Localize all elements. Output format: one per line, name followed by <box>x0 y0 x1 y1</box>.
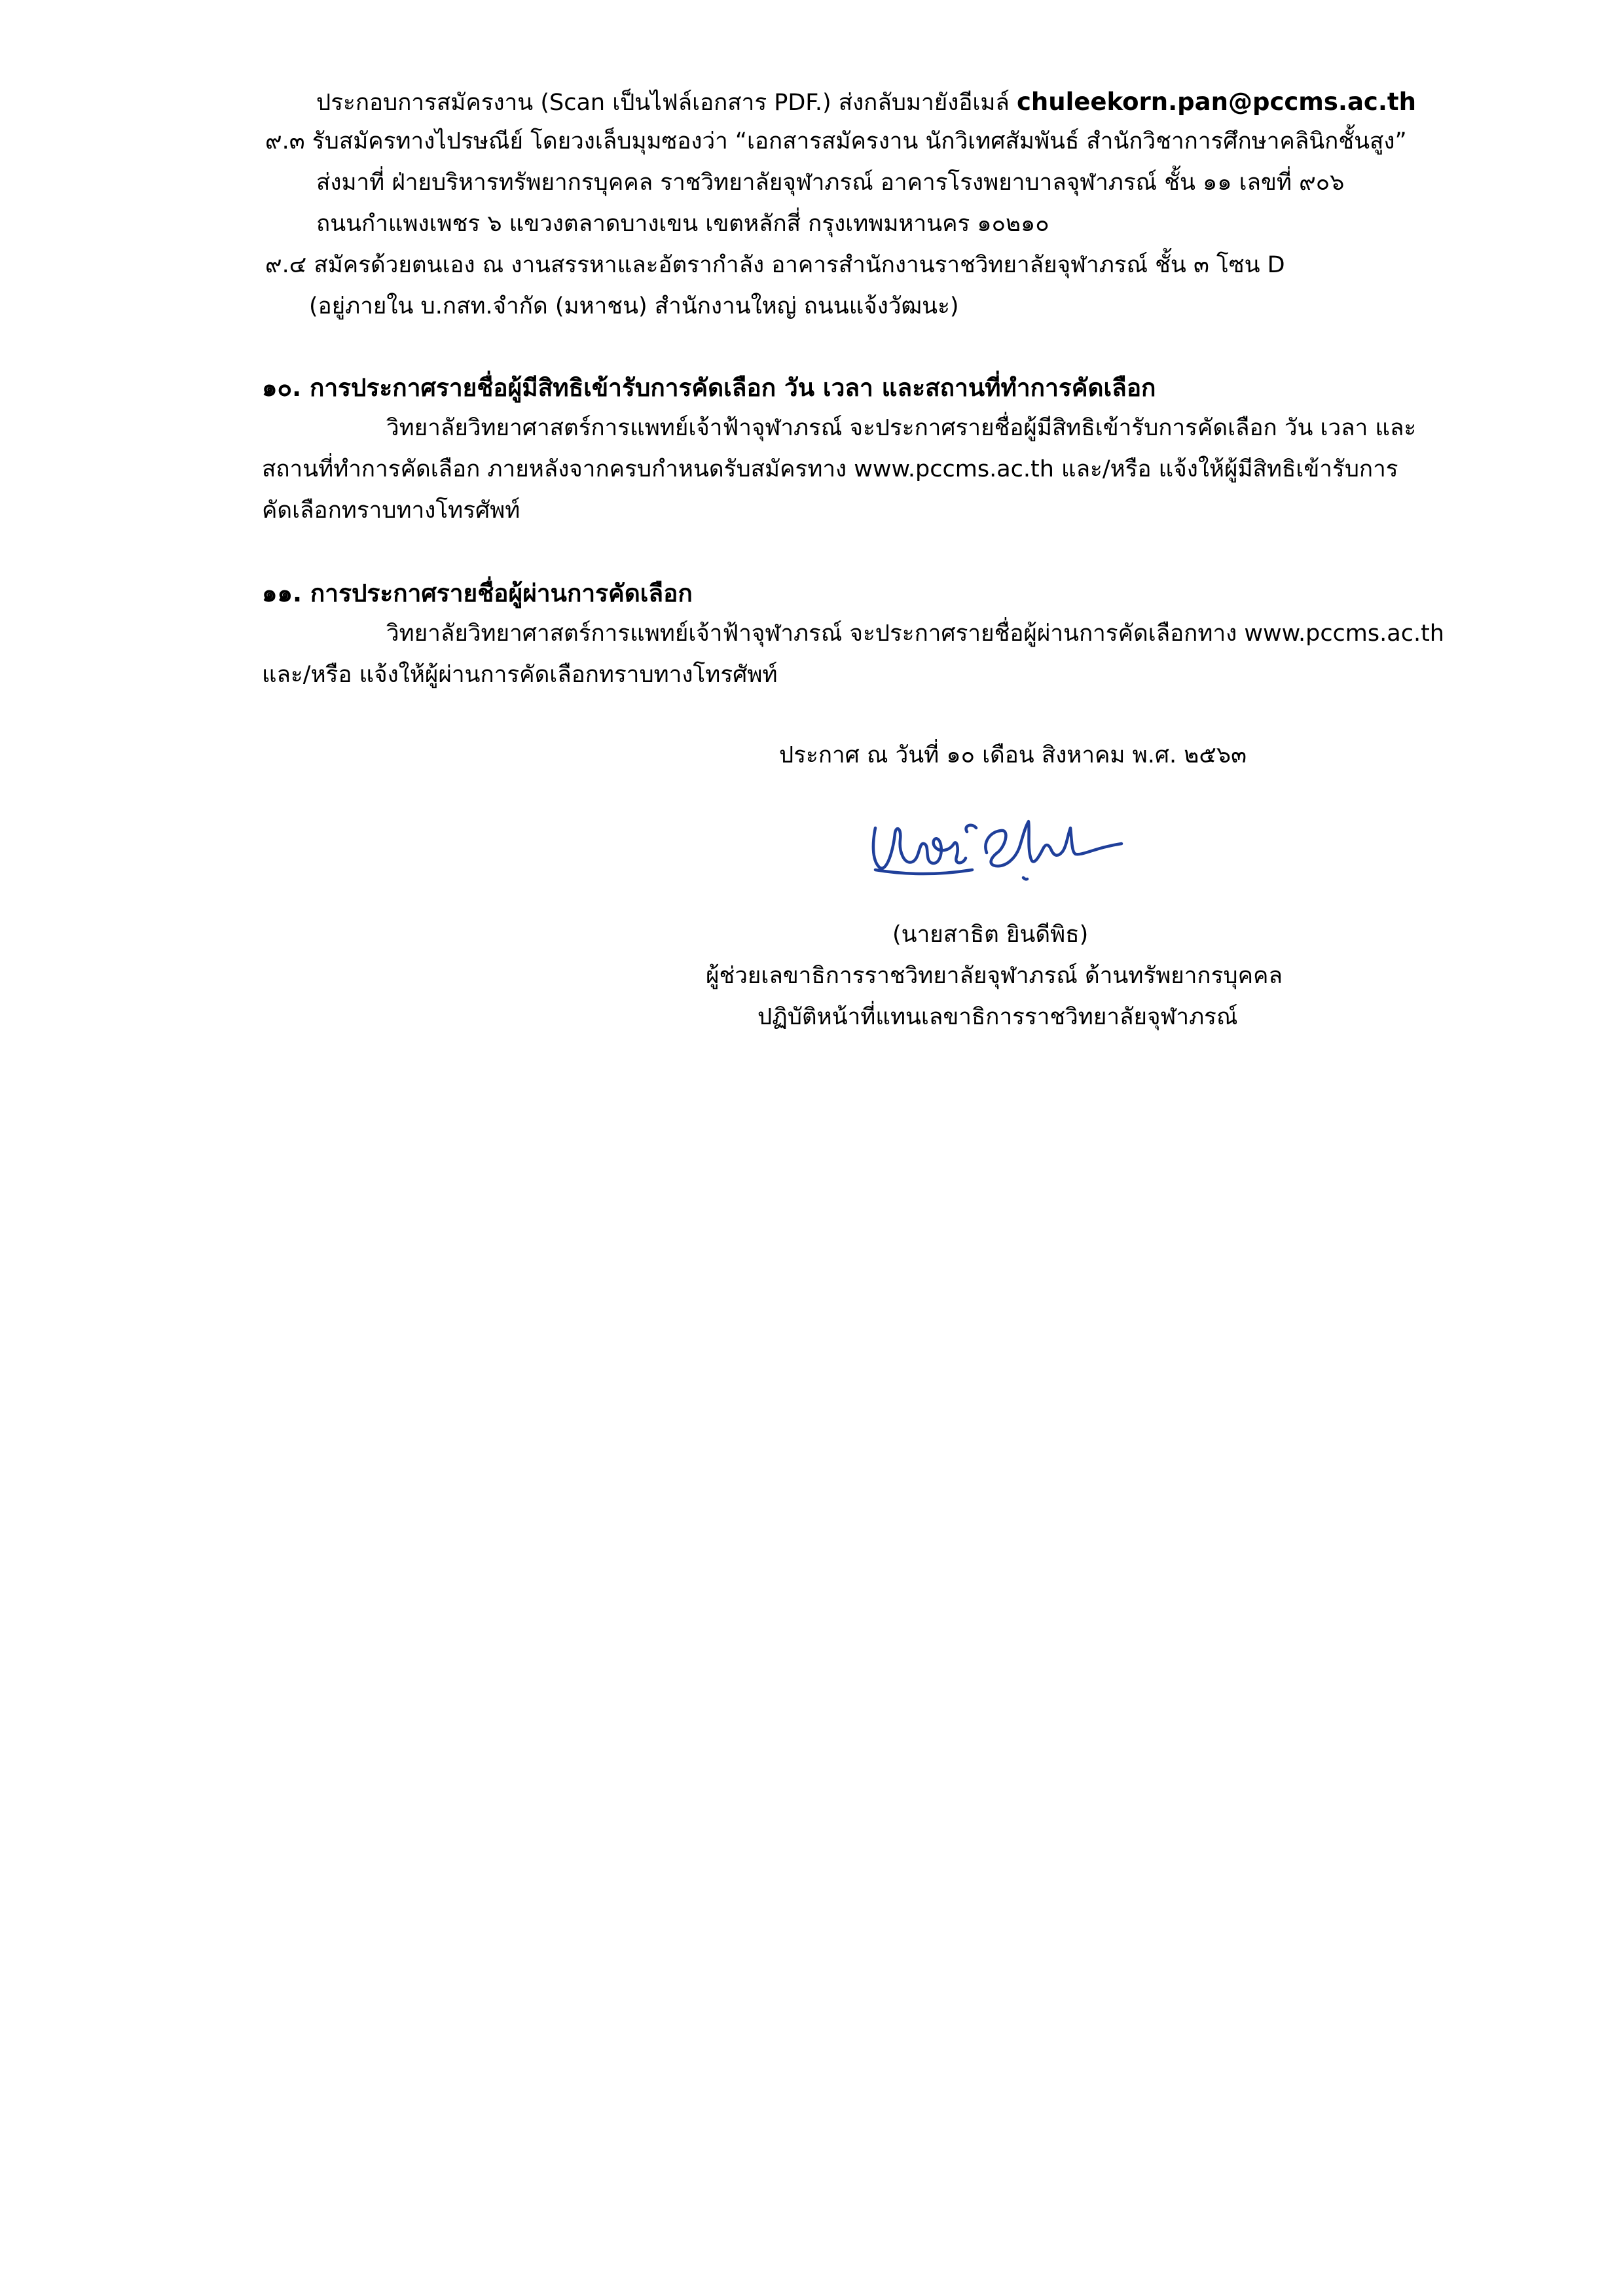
section10-line1: วิทยาลัยวิทยาศาสตร์การแพทย์เจ้าฟ้าจุฬาภรณ์ จะประกาศรายชื่อผู้มีสิทธิเข้ารับการคัดเลือก วัน เวลา และ <box>386 415 1417 441</box>
item-9-3-line3: ถนนกำแพงเพชร ๖ แขวงตลาดบางเขน เขตหลักสี่ กรุงเทพมหานคร ๑๐๒๑๐ <box>316 211 1049 237</box>
item-9-3-line1: ๙.๓ รับสมัครทางไปรษณีย์ โดยวงเล็บมุมซองว่า “เอกสารสมัครงาน นักวิเทศสัมพันธ์ สำนักวิชาการศึกษาคลินิกชั้นสูง” <box>265 128 1407 154</box>
section10-line2: สถานที่ทำการคัดเลือก ภายหลังจากครบกำหนดรับสมัครทาง www.pccms.ac.th และ/หรือ แจ้งให้ผู้มีสิทธิเข้ารับการ <box>262 456 1398 482</box>
announcement-date: ประกาศ ณ วันที่ ๑๐ เดือน สิงหาคม พ.ศ. ๒๕๖๓ <box>779 742 1247 768</box>
section11-heading: ๑๑. การประกาศรายชื่อผู้ผ่านการคัดเลือก <box>262 579 693 607</box>
signer-title-line1: ผู้ช่วยเลขาธิการราชวิทยาลัยจุฬาภรณ์ ด้านทรัพยากรบุคคล <box>706 963 1283 989</box>
contact-email: chuleekorn.pan@pccms.ac.th <box>1017 88 1416 116</box>
section10-heading: ๑๐. การประกาศรายชื่อผู้มีสิทธิเข้ารับการคัดเลือก วัน เวลา และสถานที่ทำการคัดเลือก <box>262 374 1156 402</box>
signature-image <box>867 802 1129 887</box>
signer-name: (นายสาธิต ยินดีพิธ) <box>892 922 1089 948</box>
item-9-3-line2: ส่งมาที่ ฝ่ายบริหารทรัพยากรบุคคล ราชวิทยาลัยจุฬาภรณ์ อาคารโรงพยาบาลจุฬาภรณ์ ชั้น ๑๑ เลขที่ ๙๐๖ <box>316 170 1345 196</box>
section9-continuation-line <box>316 90 1416 115</box>
section9-continuation-text: ประกอบการสมัครงาน (Scan เป็นไฟล์เอกสาร PDF.) ส่งกลับมายังอีเมล์ <box>316 90 1010 116</box>
section11-line1: วิทยาลัยวิทยาศาสตร์การแพทย์เจ้าฟ้าจุฬาภรณ์ จะประกาศรายชื่อผู้ผ่านการคัดเลือกทาง www.pccms.ac.th <box>386 620 1444 647</box>
item-9-4-line2: (อยู่ภายใน บ.กสท.จำกัด (มหาชน) สำนักงานใหญ่ ถนนแจ้งวัฒนะ) <box>309 293 959 319</box>
signer-title-line2: ปฏิบัติหน้าที่แทนเลขาธิการราชวิทยาลัยจุฬาภรณ์ <box>757 1004 1238 1030</box>
signature-strokes <box>873 821 1122 879</box>
section10-line3: คัดเลือกทราบทางโทรศัพท์ <box>262 497 520 524</box>
item-9-4-line1: ๙.๔ สมัครด้วยตนเอง ณ งานสรรหาและอัตรากำลัง อาคารสำนักงานราชวิทยาลัยจุฬาภรณ์ ชั้น ๓ โซน D <box>265 252 1285 278</box>
section11-line2: และ/หรือ แจ้งให้ผู้ผ่านการคัดเลือกทราบทางโทรศัพท์ <box>262 662 778 688</box>
